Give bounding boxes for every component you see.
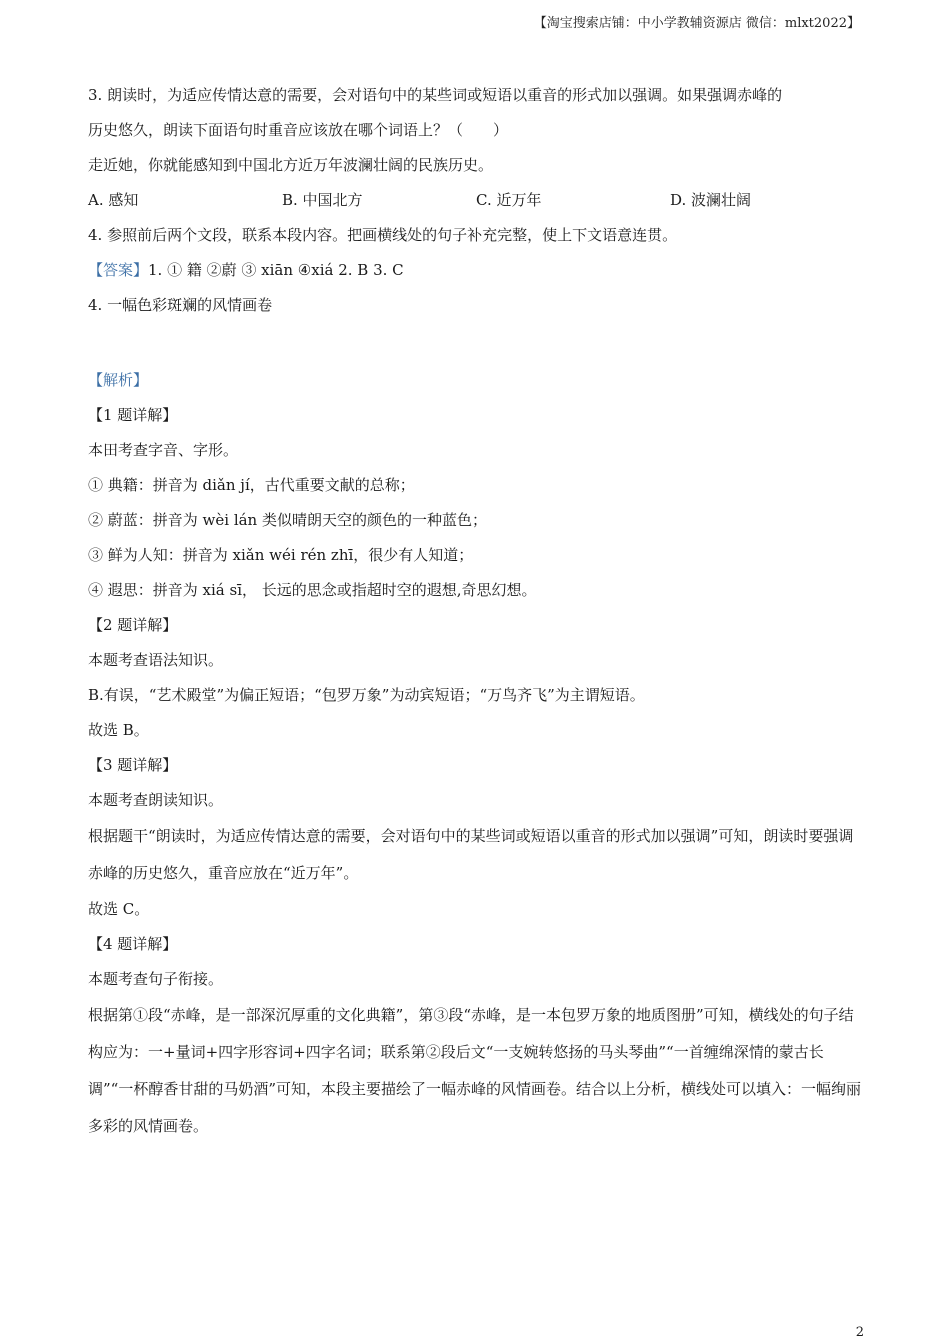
p1-line: 本田考查字音、字形。 (88, 441, 239, 459)
q3-sentence: 走近她，你就能感知到中国北方近万年波澜壮阔的民族历史。 (88, 156, 494, 174)
page-number: 2 (855, 1325, 864, 1340)
p3-end: 故选 C。 (88, 900, 150, 918)
p4-line1: 本题考查句子衔接。 (88, 970, 224, 988)
p2-line: 本题考查语法知识。 (88, 651, 224, 669)
p1-line: ③ 鲜为人知：拼音为 xiǎn wéi rén zhī，很少有人知道； (88, 546, 474, 564)
main-content (88, 78, 868, 1145)
option-d: D. 波澜壮阔 (670, 191, 752, 209)
p3-line1: 本题考查朗读知识。 (88, 791, 224, 809)
p4-paragraph: 根据第①段“赤峰，是一部深沉厚重的文化典籍”，第③段“赤峰，是一本包罗万象的地质图册”可知，横线处的句子结构应为：一+量词+四字形容词+四字名词；联系第②段后文“一支婉转悠扬的马头琴曲”“一首缠绵深情的蒙古长调”“一杯醇香甘甜的马奶酒”可知，本段主要描绘了一幅赤峰的风情画卷。结合以上分析，横线处可以填入：一幅绚丽多彩的风情画卷。 (88, 1006, 862, 1135)
answer-label: 【答案】 (88, 261, 149, 279)
p1-title: 【1 题详解】 (88, 406, 178, 424)
analysis-label: 【解析】 (88, 371, 149, 389)
answer-line1 (88, 253, 868, 288)
q3-options (88, 183, 868, 218)
q4-stem: 4. 参照前后两个文段，联系本段内容。把画横线处的句子补充完整，使上下文语意连贯。 (88, 226, 678, 244)
p3-title: 【3 题详解】 (88, 756, 178, 774)
p1-line: ② 蔚蓝：拼音为 wèi lán 类似晴朗天空的颜色的一种蓝色； (88, 511, 487, 529)
q3-stem-line1: 3. 朗读时，为适应传情达意的需要，会对语句中的某些词或短语以重音的形式加以强调。如果强调赤峰的 (88, 86, 783, 104)
p2-title: 【2 题详解】 (88, 616, 178, 634)
option-b: B. 中国北方 (282, 191, 363, 209)
p4-title: 【4 题详解】 (88, 935, 178, 953)
answer-text: 1. ① 籍 ②蔚 ③ xiān ④xiá 2. B 3. C (148, 261, 404, 279)
option-a: A. 感知 (88, 191, 139, 209)
p1-line: ④ 遐思：拼音为 xiá sī， 长远的思念或指超时空的遐想,奇思幻想。 (88, 581, 537, 599)
p2-line: 故选 B。 (88, 721, 149, 739)
p2-line: B.有误，“艺术殿堂”为偏正短语；“包罗万象”为动宾短语；“万鸟齐飞”为主谓短语。 (88, 686, 645, 704)
spacer (88, 323, 868, 363)
p3-paragraph: 根据题干“朗读时，为适应传情达意的需要，会对语句中的某些词或短语以重音的形式加以强调”可知，朗读时要强调赤峰的历史悠久，重音应放在“近万年”。 (88, 827, 854, 882)
q3-stem-line2: 历史悠久，朗读下面语句时重音应该放在哪个词语上？（ ） (88, 121, 509, 139)
page-header: 【淘宝搜索店铺：中小学教辅资源店 微信：mlxt2022】 (533, 16, 860, 31)
answer-line2: 4. 一幅色彩斑斓的风情画卷 (88, 296, 273, 314)
p1-line: ① 典籍：拼音为 diǎn jí，古代重要文献的总称； (88, 476, 415, 494)
option-c: C. 近万年 (476, 191, 542, 209)
